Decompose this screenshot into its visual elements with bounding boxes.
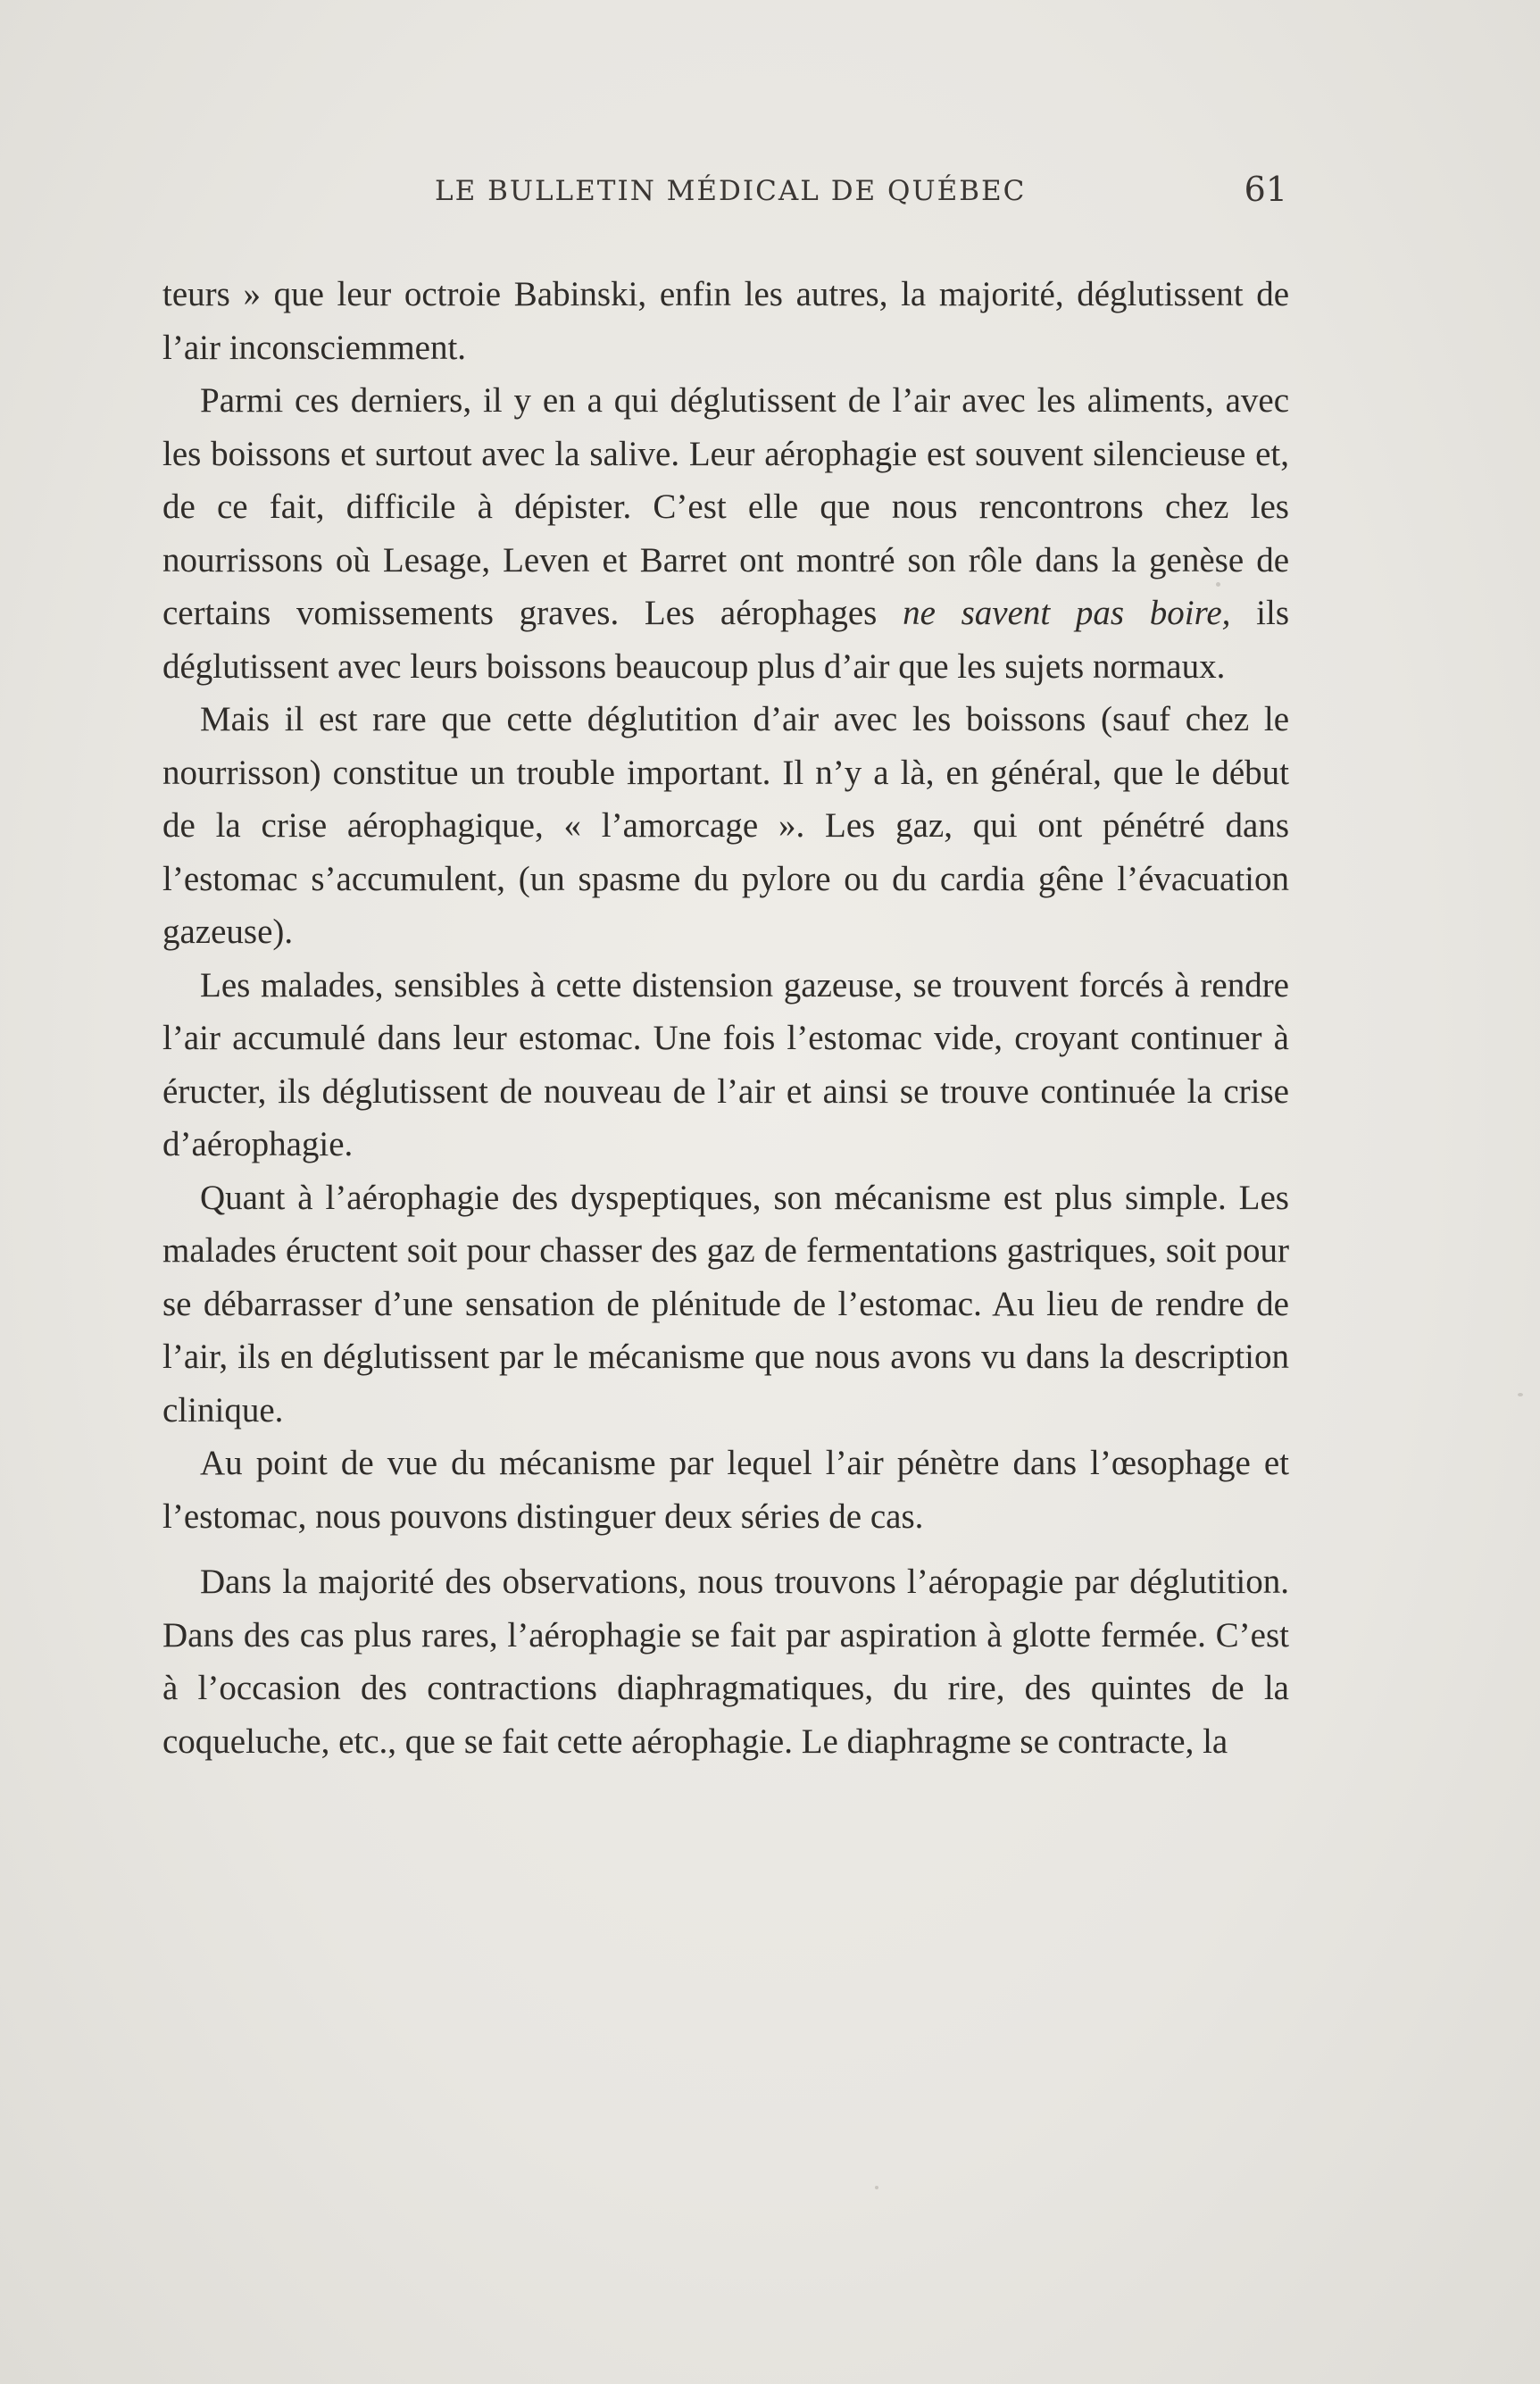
running-head: [162, 170, 1287, 220]
paragraph-5: Quant à l’aérophagie des dyspeptiques, son mécanisme est plus simple. Les malades éructent soit pour chasser des gaz de fermentations gastriques, soit pour se débarrasser d’une sensation de plénitude de l’estomac. Au lieu de rendre de l’air, ils en déglutissent par le mécanisme que nous avons vu dans la description clinique.: [162, 1178, 1289, 1430]
paragraph-2-italic-phrase: ne savent pas boire,: [903, 594, 1231, 632]
paragraph-7: Dans la majorité des observations, nous trouvons l’aéropagie par déglutition. Dans des cas plus rares, l’aérophagie se fait par aspiration à glotte fermée. C’est à l’occasion des contractions diaphragmatiques, du rire, des quintes de la coqueluche, etc., que se fait cette aérophagie. Le diaphragme se contracte, la: [162, 1563, 1289, 1761]
paper-speck: [1216, 582, 1220, 587]
paragraph-1: teurs » que leur octroie Babinski, enfin les autres, la majorité, déglutissent de l’air inconsciemment.: [162, 275, 1289, 367]
paragraph-6: Au point de vue du mécanisme par lequel l’air pénètre dans l’œsophage et l’estomac, nous pouvons distinguer deux séries de cas.: [162, 1444, 1289, 1536]
article-text: [162, 268, 1289, 1768]
paragraph-2-text-end: ils déglutissent avec leurs boissons beaucoup plus d’air que les sujets normaux.: [162, 594, 1289, 686]
paragraph-3: Mais il est rare que cette déglutition d’air avec les boissons (sauf chez le nourrisson) constitue un trouble important. Il n’y a là, en général, que le début de la crise aérophagique, « l’amorcage ». Les gaz, qui ont pénétré dans l’estomac s’accumulent, (un spasme du pylore ou du cardia gêne l’évacuation gazeuse).: [162, 700, 1289, 951]
running-title: LE BULLETIN MÉDICAL DE QUÉBEC: [435, 175, 1027, 207]
paper-speck: [1518, 1393, 1523, 1396]
paragraph-2-text-start: Parmi ces derniers, il y en a qui déglutissent de l’air avec les aliments, avec les boissons et surtout avec la salive. Leur aérophagie est souvent silencieuse et, de ce fait, difficile à dépister. C’est elle que nous rencontrons chez les nourrissons où Lesage, Leven et Barret ont montré son rôle dans la genèse de certains vomissements graves. Les aérophages: [162, 381, 1289, 632]
paragraph-2: [162, 374, 1289, 693]
paragraph-4: Les malades, sensibles à cette distension gazeuse, se trouvent forcés à rendre l’air accumulé dans leur estomac. Une fois l’estomac vide, croyant continuer à éructer, ils déglutissent de nouveau de l’air et ainsi se trouve continuée la crise d’aérophagie.: [162, 965, 1289, 1163]
paper-speck: [875, 2186, 878, 2189]
page-number: 61: [1244, 170, 1287, 209]
